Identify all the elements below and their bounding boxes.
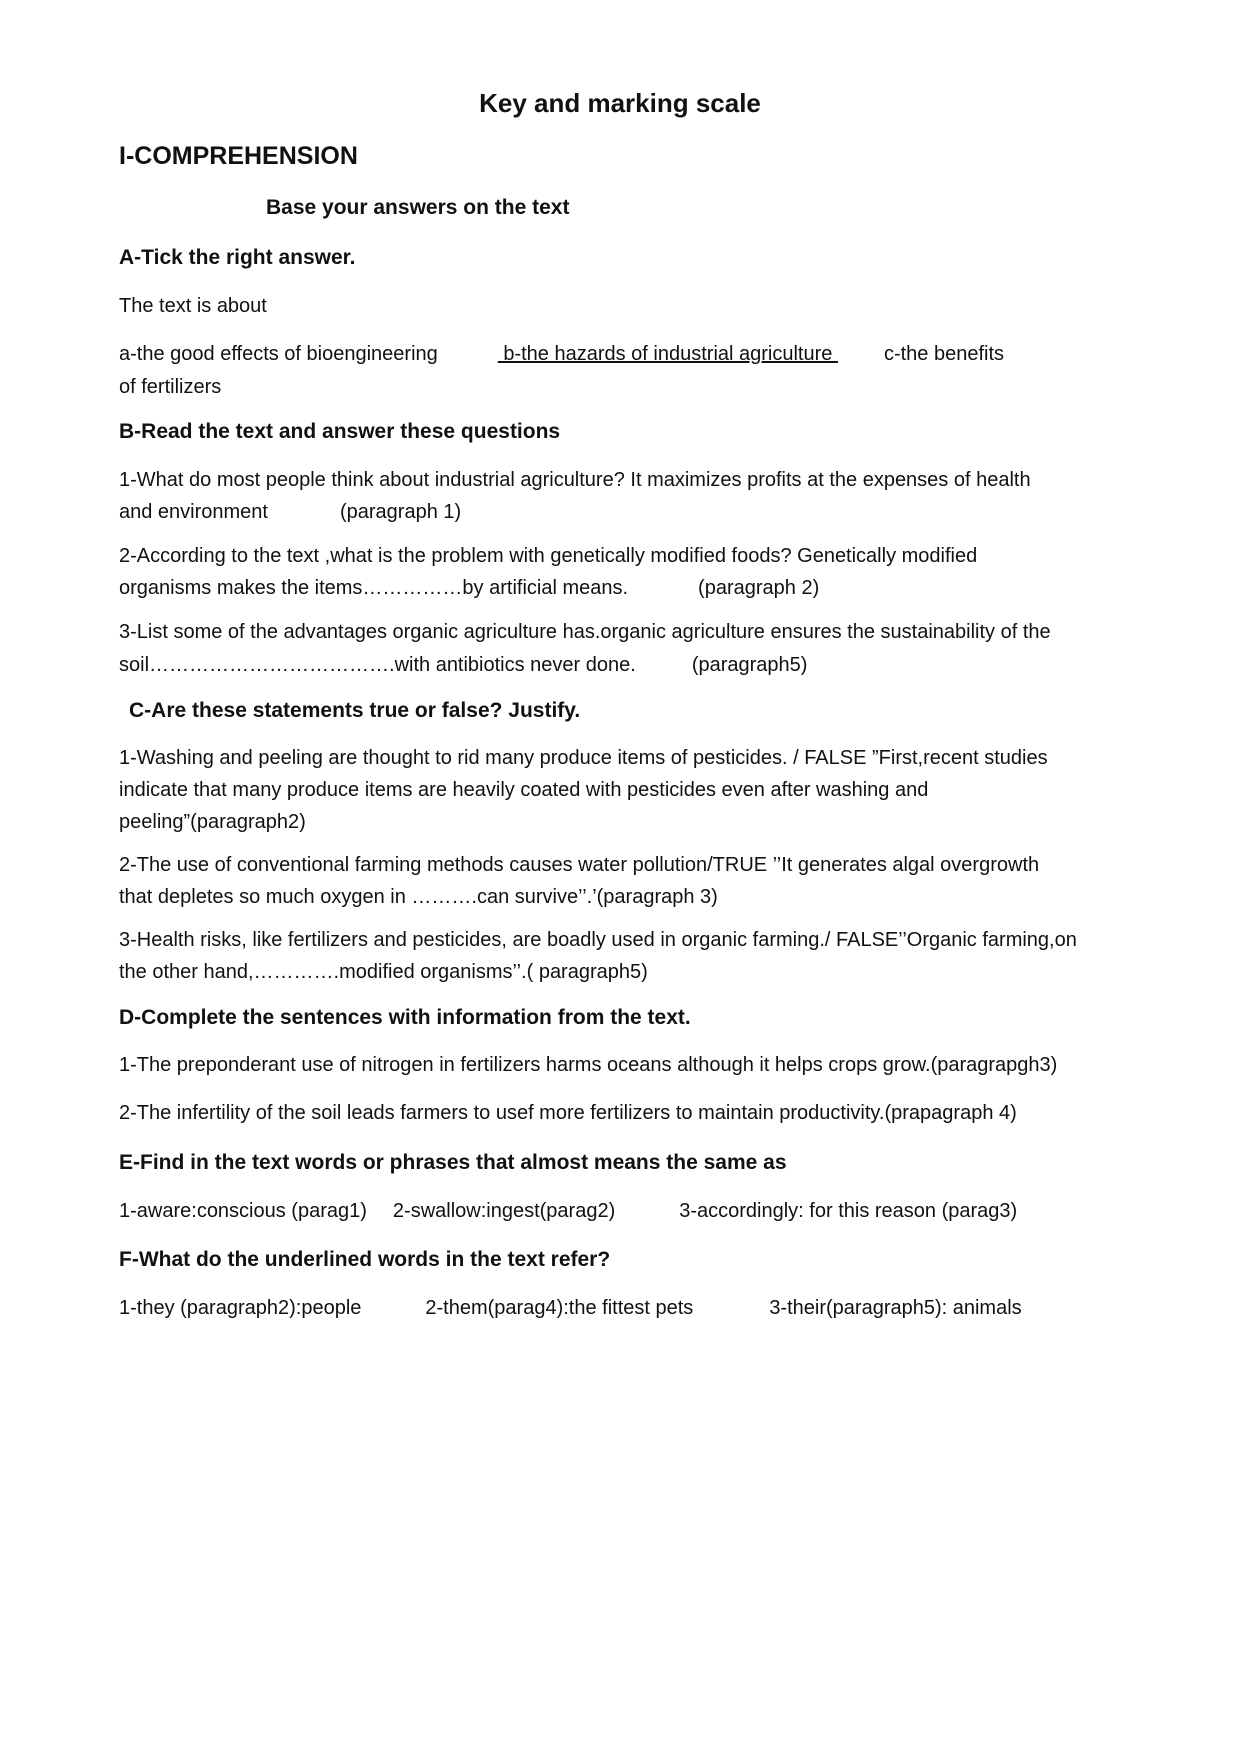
q3-reference: (paragraph5) [691,654,808,676]
synonym-3: 3-accordingly: for this reason (parag3) [679,1200,1018,1222]
part-b-q1-line2 [119,496,1129,529]
part-c-heading: C-Are these statements true or false? Justify. [129,699,581,722]
part-b-q3-line2 [119,649,1129,682]
reference-3: 3-their(paragraph5): animals [769,1297,1022,1319]
part-c-s2-line2: that depletes so much oxygen in ……….can survive’’.’(paragraph 3) [119,886,718,908]
part-a-stem: The text is about [119,295,267,317]
reference-2: 2-them(parag4):the fittest pets [425,1297,694,1319]
part-c-s1-line2: indicate that many produce items are heavily coated with pesticides even after washing and [119,779,929,801]
part-e-heading: E-Find in the text words or phrases that almost means the same as [119,1151,787,1174]
part-c-s2-line1: 2-The use of conventional farming methods causes water pollution/TRUE ’’It generates algal overgrowth [119,854,1040,876]
part-d-sentence-1: 1-The preponderant use of nitrogen in fertilizers harms oceans although it helps crops grow.(paragrapgh3) [119,1054,1058,1076]
part-b-q3-line1: 3-List some of the advantages organic agriculture has.organic agriculture ensures the sustainability of the [119,621,1051,643]
q3-answer-end: soil……………………………….with antibiotics never done. [119,654,636,676]
part-a-options [119,338,1129,371]
option-a: a-the good effects of bioengineering [119,343,438,365]
q2-answer-end: organisms makes the items……………by artificial means. [119,577,629,599]
option-c: c-the benefits [883,343,1005,365]
q1-answer-end: and environment [119,501,268,523]
part-c-s3-line2: the other hand,………….modified organisms’’.( paragraph5) [119,961,648,983]
part-b-q2-line1: 2-According to the text ,what is the problem with genetically modified foods? Genetically modified [119,545,978,567]
part-b-q2-line2 [119,572,1129,605]
q2-reference: (paragraph 2) [698,577,820,599]
part-d-heading: D-Complete the sentences with information from the text. [119,1006,691,1029]
page-title: Key and marking scale [479,88,761,118]
part-f-references [119,1292,1129,1325]
synonym-1: 1-aware:conscious (parag1) [119,1200,367,1222]
q1-reference: (paragraph 1) [339,501,462,523]
part-a-heading: A-Tick the right answer. [119,246,356,269]
part-f-heading: F-What do the underlined words in the text refer? [119,1248,611,1271]
reference-1: 1-they (paragraph2):people [119,1297,362,1319]
section-heading: I-COMPREHENSION [119,142,358,170]
option-c-continued: of fertilizers [119,376,222,398]
part-e-words [119,1195,1129,1228]
part-c-s3-line1: 3-Health risks, like fertilizers and pesticides, are boadly used in organic farming./ FALSE’’Organic farming,on [119,929,1077,951]
part-b-q1-line1: 1-What do most people think about industrial agriculture? It maximizes profits at the expenses of health [119,469,1031,491]
synonym-2: 2-swallow:ingest(parag2) [392,1200,616,1222]
part-b-heading: B-Read the text and answer these questions [119,420,561,443]
part-c-s1-line3: peeling”(paragraph2) [119,811,306,833]
part-d-sentence-2: 2-The infertility of the soil leads farmers to usef more fertilizers to maintain productivity.(prараgraph 4) [119,1102,1017,1124]
instruction: Base your answers on the text [266,196,570,219]
part-c-s1-line1: 1-Washing and peeling are thought to rid many produce items of pesticides. / FALSE ”First,recent studies [119,747,1048,769]
option-b-correct: b-the hazards of industrial agriculture [497,343,838,365]
